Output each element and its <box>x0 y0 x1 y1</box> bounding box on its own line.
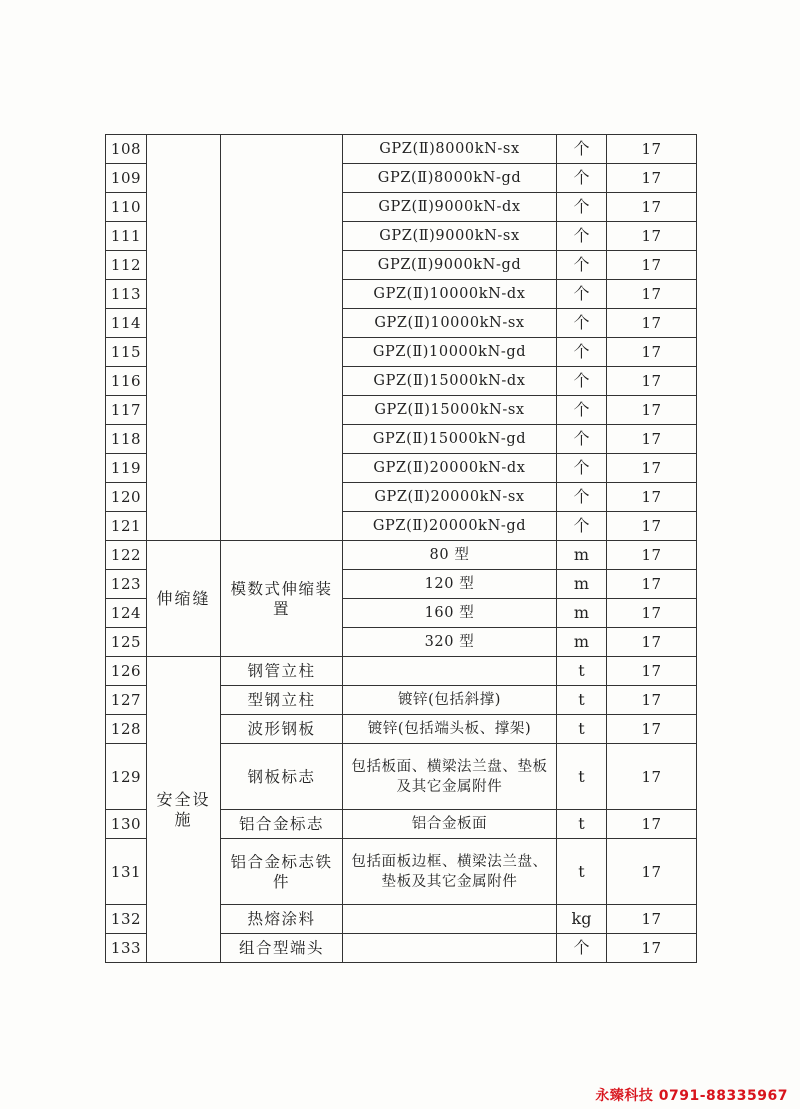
unit-cell: t <box>557 744 607 810</box>
quantity-cell: 17 <box>607 599 697 628</box>
unit-cell: 个 <box>557 454 607 483</box>
unit-cell: m <box>557 541 607 570</box>
row-number: 123 <box>106 570 147 599</box>
quantity-cell: 17 <box>607 164 697 193</box>
unit-cell: m <box>557 628 607 657</box>
spec-cell: GPZ(Ⅱ)20000kN-gd <box>343 512 557 541</box>
spec-cell <box>343 934 557 963</box>
spec-cell: GPZ(Ⅱ)15000kN-sx <box>343 396 557 425</box>
spec-cell: GPZ(Ⅱ)9000kN-dx <box>343 193 557 222</box>
quantity-cell: 17 <box>607 309 697 338</box>
row-number: 124 <box>106 599 147 628</box>
quantity-cell: 17 <box>607 338 697 367</box>
unit-cell: 个 <box>557 396 607 425</box>
table-body <box>106 135 697 963</box>
spec-cell: GPZ(Ⅱ)10000kN-gd <box>343 338 557 367</box>
spec-cell: 80 型 <box>343 541 557 570</box>
spec-cell: GPZ(Ⅱ)20000kN-sx <box>343 483 557 512</box>
unit-cell: 个 <box>557 222 607 251</box>
row-number: 116 <box>106 367 147 396</box>
item-name: 热熔涂料 <box>221 905 343 934</box>
row-number: 120 <box>106 483 147 512</box>
unit-cell: t <box>557 657 607 686</box>
item-name: 铝合金标志铁件 <box>221 839 343 905</box>
quantity-cell: 17 <box>607 367 697 396</box>
spec-cell: GPZ(Ⅱ)10000kN-sx <box>343 309 557 338</box>
row-number: 117 <box>106 396 147 425</box>
unit-cell: 个 <box>557 251 607 280</box>
spec-cell: GPZ(Ⅱ)15000kN-gd <box>343 425 557 454</box>
unit-cell: m <box>557 599 607 628</box>
spec-cell: GPZ(Ⅱ)20000kN-dx <box>343 454 557 483</box>
spec-cell: 镀锌(包括端头板、撑架) <box>343 715 557 744</box>
row-number: 119 <box>106 454 147 483</box>
row-number: 114 <box>106 309 147 338</box>
spec-cell <box>343 905 557 934</box>
quantity-cell: 17 <box>607 512 697 541</box>
quantity-cell: 17 <box>607 193 697 222</box>
row-number: 131 <box>106 839 147 905</box>
unit-cell: m <box>557 570 607 599</box>
quantity-cell: 17 <box>607 425 697 454</box>
quantity-cell: 17 <box>607 251 697 280</box>
item-cell-continued <box>221 135 343 541</box>
item-name: 钢管立柱 <box>221 657 343 686</box>
quantity-cell: 17 <box>607 934 697 963</box>
spec-cell: GPZ(Ⅱ)15000kN-dx <box>343 367 557 396</box>
row-number: 133 <box>106 934 147 963</box>
quantity-cell: 17 <box>607 839 697 905</box>
row-number: 110 <box>106 193 147 222</box>
table-row <box>106 135 697 164</box>
unit-cell: 个 <box>557 280 607 309</box>
group-cell-continued <box>147 135 221 541</box>
unit-cell: 个 <box>557 135 607 164</box>
item-name: 钢板标志 <box>221 744 343 810</box>
quantity-cell: 17 <box>607 686 697 715</box>
unit-cell: 个 <box>557 338 607 367</box>
unit-cell: t <box>557 839 607 905</box>
unit-cell: t <box>557 715 607 744</box>
spec-cell: 160 型 <box>343 599 557 628</box>
unit-cell: 个 <box>557 309 607 338</box>
quantity-cell: 17 <box>607 222 697 251</box>
quantity-cell: 17 <box>607 483 697 512</box>
item-name: 铝合金标志 <box>221 810 343 839</box>
spec-cell <box>343 657 557 686</box>
spec-cell: GPZ(Ⅱ)9000kN-sx <box>343 222 557 251</box>
materials-table <box>105 134 697 963</box>
spec-cell: 包括面板边框、横梁法兰盘、垫板及其它金属附件 <box>343 839 557 905</box>
row-number: 111 <box>106 222 147 251</box>
row-number: 109 <box>106 164 147 193</box>
spec-cell: 320 型 <box>343 628 557 657</box>
unit-cell: t <box>557 686 607 715</box>
quantity-cell: 17 <box>607 657 697 686</box>
item-name: 组合型端头 <box>221 934 343 963</box>
spec-cell: GPZ(Ⅱ)10000kN-dx <box>343 280 557 309</box>
row-number: 118 <box>106 425 147 454</box>
spec-cell: 包括板面、横梁法兰盘、垫板及其它金属附件 <box>343 744 557 810</box>
quantity-cell: 17 <box>607 135 697 164</box>
quantity-cell: 17 <box>607 541 697 570</box>
row-number: 121 <box>106 512 147 541</box>
quantity-cell: 17 <box>607 628 697 657</box>
spec-cell: GPZ(Ⅱ)8000kN-sx <box>343 135 557 164</box>
unit-cell: 个 <box>557 483 607 512</box>
quantity-cell: 17 <box>607 280 697 309</box>
group-expansion-joint: 伸缩缝 <box>147 541 221 657</box>
unit-cell: 个 <box>557 425 607 454</box>
row-number: 129 <box>106 744 147 810</box>
row-number: 113 <box>106 280 147 309</box>
row-number: 122 <box>106 541 147 570</box>
unit-cell: 个 <box>557 193 607 222</box>
item-modular-expansion-device: 模数式伸缩装置 <box>221 541 343 657</box>
unit-cell: kg <box>557 905 607 934</box>
quantity-cell: 17 <box>607 810 697 839</box>
spec-cell: 铝合金板面 <box>343 810 557 839</box>
row-number: 128 <box>106 715 147 744</box>
row-number: 112 <box>106 251 147 280</box>
row-number: 115 <box>106 338 147 367</box>
quantity-cell: 17 <box>607 396 697 425</box>
row-number: 125 <box>106 628 147 657</box>
spec-cell: 镀锌(包括斜撑) <box>343 686 557 715</box>
row-number: 108 <box>106 135 147 164</box>
unit-cell: 个 <box>557 367 607 396</box>
unit-cell: 个 <box>557 164 607 193</box>
quantity-cell: 17 <box>607 454 697 483</box>
unit-cell: 个 <box>557 934 607 963</box>
item-name: 型钢立柱 <box>221 686 343 715</box>
table-row <box>106 541 697 570</box>
quantity-cell: 17 <box>607 715 697 744</box>
group-safety-facilities: 安全设施 <box>147 657 221 963</box>
quantity-cell: 17 <box>607 744 697 810</box>
spec-cell: 120 型 <box>343 570 557 599</box>
table-row <box>106 657 697 686</box>
row-number: 126 <box>106 657 147 686</box>
spec-cell: GPZ(Ⅱ)8000kN-gd <box>343 164 557 193</box>
unit-cell: 个 <box>557 512 607 541</box>
row-number: 127 <box>106 686 147 715</box>
row-number: 132 <box>106 905 147 934</box>
quantity-cell: 17 <box>607 905 697 934</box>
row-number: 130 <box>106 810 147 839</box>
footer-watermark: 永臻科技 0791-88335967 <box>595 1088 788 1104</box>
quantity-cell: 17 <box>607 570 697 599</box>
spec-cell: GPZ(Ⅱ)9000kN-gd <box>343 251 557 280</box>
item-name: 波形钢板 <box>221 715 343 744</box>
unit-cell: t <box>557 810 607 839</box>
